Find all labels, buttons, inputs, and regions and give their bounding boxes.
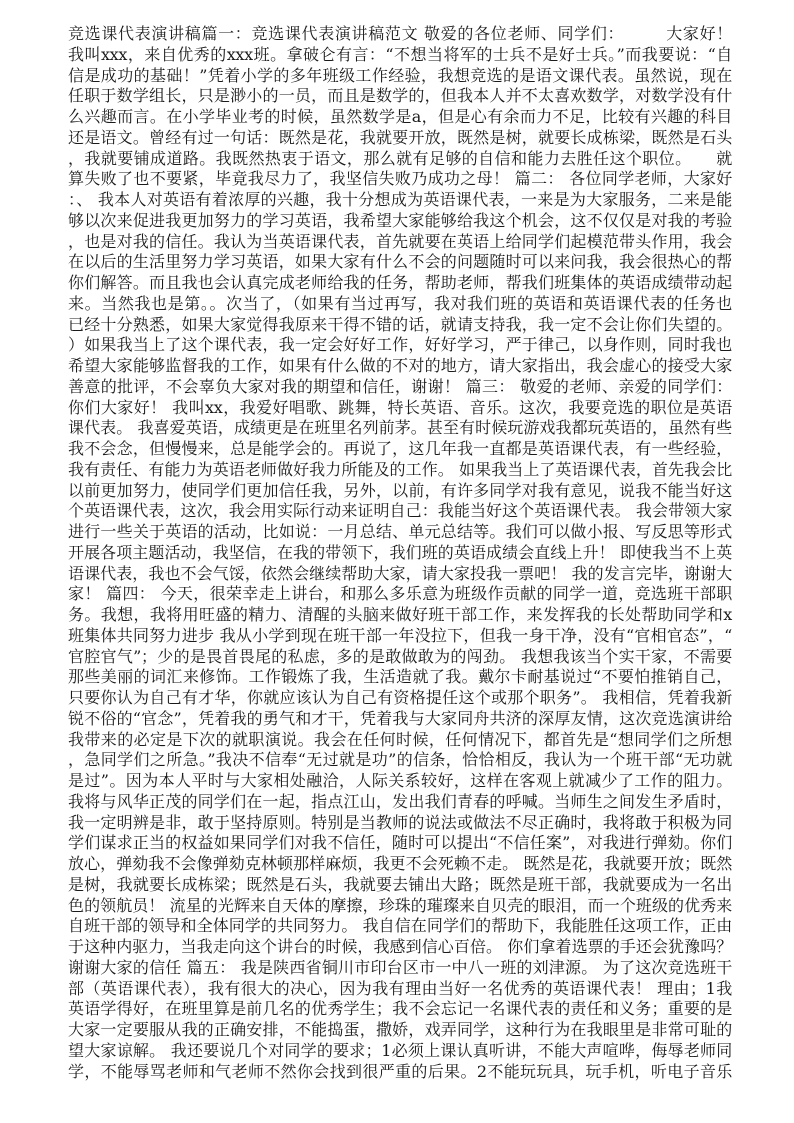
text-line: 还是语文。曾经有过一句话：既然是花，我就要开放，既然是树，就要长成栋梁，既然是石头 <box>68 127 732 147</box>
text-line: 我叫xxx，来自优秀的xxx班。拿破仑有言：“不想当将军的士兵不是好士兵。”而我要说：“自 <box>68 44 732 64</box>
text-line: 谢谢大家的信任 篇五： 我是陕西省铜川市印台区市一中八一班的刘津源。 为了这次竞选班干 <box>68 957 732 977</box>
text-line: 是树，我就要长成栋梁；既然是石头，我就要去铺出大路；既然是班干部，我就要成为一名出 <box>68 874 732 894</box>
text-line: 家！ 篇四： 今天，很荣幸走上讲台，和那么多乐意为班级作贡献的同学一道，竞选班干部职 <box>68 584 732 604</box>
text-line: 班集体共同努力进步 我从小学到现在班干部一年没拉下，但我一身干净，没有“官相官态”，“ <box>68 625 732 645</box>
text-line: ）如果我当上了这个课代表，我一定会好好工作，好好学习，严于律己，以身作则，同时我也 <box>68 335 732 355</box>
text-line: 语课代表，我也不会气馁，依然会继续帮助大家，请大家投我一票吧！ 我的发言完毕，谢谢大 <box>68 563 732 583</box>
text-line: 英语学得好，在班里算是前几名的优秀学生；我不会忘记一名课代表的责任和义务；重要的是 <box>68 999 732 1019</box>
text-line: 望大家谅解。 我还要说几个对同学的要求；1必须上课认真听讲，不能大声喧哗，侮辱老师同 <box>68 1040 732 1060</box>
text-line: 信是成功的基础！”凭着小学的多年班级工作经验，我想竞选的是语文课代表。虽然说，现在 <box>68 65 732 85</box>
text-line: 善意的批评，不会辜负大家对我的期望和信任，谢谢！ 篇三： 敬爱的老师、亲爱的同学们： <box>68 376 732 396</box>
text-line: 只要你认为自己有才华，你就应该认为自己有资格提任这个或那个职务”。 我相信，凭着我新 <box>68 688 732 707</box>
text-line: 你们解答。而且我也会认真完成老师给我的任务，帮助老师，帮我们班集体的英语成绩带动起 <box>68 273 732 292</box>
text-line: 官腔官气”；少的是畏首畏尾的私虑，多的是敢做敢为的闯劲。 我想我该当个实干家，不需要 <box>68 646 732 666</box>
text-line: 务。我想，我将用旺盛的精力、清醒的头脑来做好班干部工作，来发挥我的长处帮助同学和x <box>68 605 732 624</box>
text-line: 我带来的必定是下次的就职演说。我会在任何时候，任何情况下，都首先是“想同学们之所想 <box>68 729 732 749</box>
text-line: 我一定明辨是非，敢于坚持原则。特别是当教师的说法或做法不尽正确时，我将敢于积极为同 <box>68 812 732 832</box>
text-line: 学，不能辱骂老师和气老师不然你会找到很严重的后果。2不能玩玩具，玩手机，听电子音乐 <box>68 1061 732 1081</box>
text-line: 是过”。因为本人平时与大家相处融洽，人际关系较好，这样在客观上就减少了工作的阻力。 <box>68 771 732 790</box>
text-line: 自班干部的领导和全体同学的共同努力。 我自信在同学们的帮助下，我能胜任这项工作，正由 <box>68 916 732 936</box>
text-line: 以前更加努力，使同学们更加信任我，另外，以前，有许多同学对我有意见，说我不能当好这 <box>68 480 732 500</box>
text-line: 你们大家好！ 我叫xx，我爱好唱歌、跳舞，特长英语、音乐。这次，我要竞选的职位是英语 <box>68 397 732 417</box>
text-line: 么兴趣而言。在小学毕业考的时候，虽然数学是a，但是心有余而力不足，比较有兴趣的科目 <box>68 107 732 126</box>
text-line: 希望大家能够监督我的工作，如果有什么做的不对的地方，请大家指出，我会虚心的接受大家 <box>68 356 732 375</box>
text-line: ，也是对我的信任。我认为当英语课代表，首先就要在英语上给同学们起模范带头作用，我会 <box>68 231 732 251</box>
text-line: 在以后的生活里努力学习英语，如果大家有什么不会的问题随时可以来问我，我会很热心的帮 <box>68 252 732 272</box>
text-line: ：、 我本人对英语有着浓厚的兴趣，我十分想成为英语课代表，一来是为大家服务，二来是能 <box>68 190 732 209</box>
text-line: 课代表。 我喜爱英语，成绩更是在班里名列前茅。甚至有时候玩游戏我都玩英语的，虽然有些 <box>68 418 732 438</box>
text-line: 于这种内驱力，当我走向这个讲台的时候，我感到信心百倍。 你们拿着选票的手还会犹豫吗？ <box>68 937 732 956</box>
text-line: 大家一定要服从我的正确安排，不能捣蛋，撒娇，戏弄同学，这种行为在我眼里是非常可耻的 <box>68 1020 732 1039</box>
text-line: 锐不俗的“官念”，凭着我的勇气和才干，凭着我与大家同舟共济的深厚友情，这次竞选演讲给 <box>68 708 732 728</box>
text-line: ，我就要铺成道路。我既然热衷于语文，那么就有足够的自信和能力去胜任这个职位。 就 <box>68 148 732 168</box>
text-line: 开展各项主题活动，我坚信，在我的带领下，我们班的英语成绩会直线上升！ 即使我当不上英 <box>68 542 732 562</box>
text-line: 进行一些关于英语的活动，比如说：一月总结、单元总结等。我们可以做小报、写反思等形式 <box>68 522 732 541</box>
text-line: 学们谋求正当的权益如果同学们对我不信任，随时可以提出“不信任案”，对我进行弹劾。你们 <box>68 833 732 853</box>
text-line: 部（英语课代表），我有很大的决心，因为我有理由当好一名优秀的英语课代表！ 理由；1我 <box>68 978 732 998</box>
text-line: 我将与风华正茂的同学们在一起，指点江山，发出我们青春的呼喊。当师生之间发生矛盾时， <box>68 791 732 811</box>
document-body <box>68 24 732 1082</box>
text-line: 我不会念，但慢慢来，总是能学会的。再说了，这几年我一直都是英语课代表，有一些经验， <box>68 439 732 458</box>
text-line: 个英语课代表，这次，我会用实际行动来证明自己：我能当好这个英语课代表。 我会带领大家 <box>68 501 732 521</box>
text-line: 放心，弹劾我不会像弹劾克林顿那样麻烦，我更不会死赖不走。 既然是花，我就要开放；既然 <box>68 854 732 873</box>
text-line: 任职于数学组长，只是渺小的一员，而且是数学的，但我本人并不太喜欢数学，对数学没有什 <box>68 86 732 106</box>
text-line: 够以次来促进我更加努力的学习英语，我希望大家能够给我这个机会，这不仅仅是对我的考验 <box>68 210 732 230</box>
text-line: 我有责任、有能力为英语老师做好我力所能及的工作。 如果我当上了英语课代表，首先我会比 <box>68 459 732 479</box>
text-line: 竞选课代表演讲稿篇一：竞选课代表演讲稿范文 敬爱的各位老师、同学们： 大家好！ <box>68 24 732 43</box>
text-line: 那些美丽的词汇来修饰。工作锻炼了我，生活造就了我。戴尔卡耐基说过“不要怕推销自己， <box>68 667 732 687</box>
text-line: 算失败了也不要紧，毕竟我尽力了，我坚信失败乃成功之母！ 篇二： 各位同学老师，大家好 <box>68 169 732 189</box>
text-line: 色的领航员！ 流星的光辉来自天体的摩擦，珍珠的璀璨来自贝壳的眼泪，而一个班级的优秀来 <box>68 895 732 915</box>
text-line: 来。当然我也是第。。次当了，（如果有当过再写，我对我们班的英语和英语课代表的任务也 <box>68 293 732 313</box>
text-line: ，急同学们之所急。”我决不信奉“无过就是功”的信条，恰恰相反，我认为一个班干部“无功就 <box>68 750 732 770</box>
text-line: 已经十分熟悉，如果大家觉得我原来干得不错的话，就请支持我，我一定不会让你们失望的。 <box>68 314 732 334</box>
